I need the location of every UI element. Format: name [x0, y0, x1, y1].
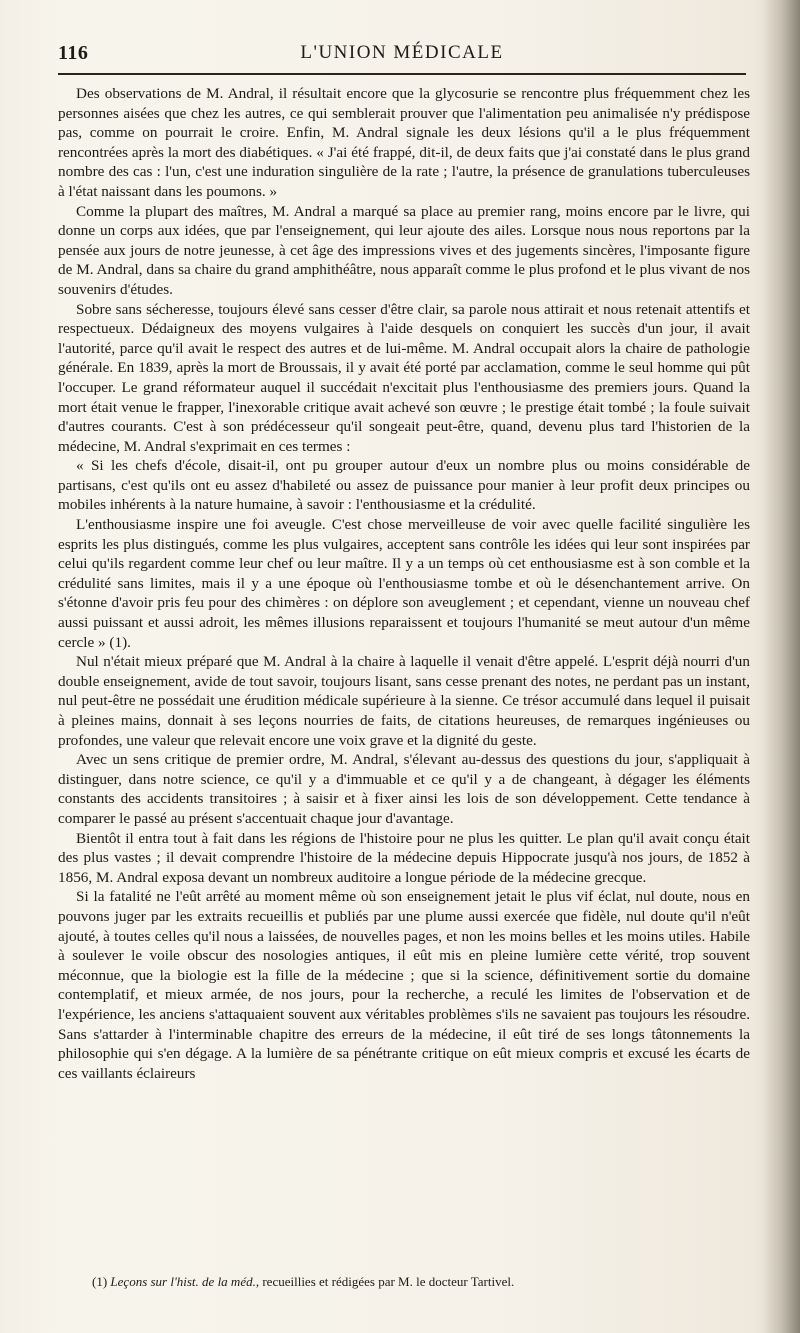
running-title: L'UNION MÉDICALE: [300, 42, 504, 63]
footnote: [58, 1273, 750, 1290]
header-rule: [58, 73, 746, 75]
paragraph: Nul n'était mieux préparé que M. Andral à la chaire à laquelle il venait d'être appelé. L'esprit déjà nourri d'un double enseignement, avide de tout savoir, toujours lisant, sans cesse prenant des notes, ne perdant pas un instant, nul peut-être ne possédait une érudition médicale supérieure à la sienne. Ce trésor accumulé dans lequel il puisait à pleines mains, donnait à ses leçons nourries de faits, de citations heureuses, de remarques ingénieuses ou profondes, une valeur que relevait encore une voix grave et la dignité du geste.: [58, 653, 750, 749]
page-number: 116: [58, 42, 89, 64]
quote-paragraph: L'enthousiasme inspire une foi aveugle. C'est chose merveilleuse de voir avec quelle facilité singulière les esprits les plus distingués, comme les plus vulgaires, acceptent sans contrôle les idées qui leur sont inspirées par celui qu'ils regardent comme leur chef ou leur maître. Il y a un temps où cet enthousiasme est à son comble et la crédulité sans limites, mais il y a une époque où l'enthousiasme tombe et où le désenchantement arrive. On s'étonne d'avoir pris feu pour des chimères : on déplore son aveuglement ; et cependant, vienne un nouveau chef aussi puissant et aussi adroit, les mêmes illusions reparaissent et toujours l'humanité se meut autour d'un même cercle » (1).: [58, 516, 750, 651]
footnote-text: , recueillies et rédigées par M. le docteur Tartivel.: [255, 1274, 515, 1289]
page-header: [58, 38, 746, 66]
paragraph: Si la fatalité ne l'eût arrêté au moment même où son enseignement jetait le plus vif éclat, nul doute, nous en pouvons juger par les extraits recueillis et publiés par une plume aussi exercée que fidèle, nul doute qu'il n'eût ajouté, à toutes celles qu'il nous a laissées, de nouvelles pages, et non les moins belles et les moins utiles. Habile à soulever le voile obscur des nosologies antiques, il eût mis en pleine lumière cette vérité, trop souvent méconnue, que la biologie est la fille de la médecine ; que si la science, définitivement sortie du domaine contemplatif, et mieux armée, de nos jours, pour la recherche, a reculé les limites de l'observation et de l'expérience, les anciens s'attaquaient souvent aux véritables problèmes s'ils ne savaient pas toujours les résoudre. Sans s'attarder à l'interminable chapitre des erreurs de la médecine, il eût tiré de ses longs tâtonnements la philosophie qui s'en dégage. A la lumière de sa pénétrante critique on eût mieux compris et excusé les écarts de ces vaillants éclaireurs: [58, 888, 750, 1082]
footnote-marker: (1): [92, 1274, 108, 1289]
paragraph: Bientôt il entra tout à fait dans les régions de l'histoire pour ne plus les quitter. Le plan qu'il avait conçu était des plus vastes ; il devait comprendre l'histoire de la médecine depuis Hippocrate jusqu'à nos jours, de 1852 à 1856, M. Andral exposa devant un nombreux auditoire a longue période de la médecine grecque.: [58, 829, 750, 886]
paragraph: Avec un sens critique de premier ordre, M. Andral, s'élevant au-dessus des questions du jour, s'appliquait à distinguer, dans notre science, ce qu'il y a d'immuable et ce qu'il y a de changeant, à dégager les éléments constants des accidents transitoires ; à saisir et à fixer ainsi les lois de son développement. Cette tendance à comparer le passé au présent s'accentuait chaque jour d'avantage.: [58, 751, 750, 827]
quote-paragraph: « Si les chefs d'école, disait-il, ont pu grouper autour d'eux un nombre plus ou moins considérable de partisans, c'est qu'ils ont eu assez d'habileté ou assez de puissance pour manier à leur profit deux principes ou mobiles inhérents à la nature humaine, à savoir : l'enthousiasme et la crédulité.: [58, 457, 750, 514]
book-spine-shadow: [762, 0, 800, 1333]
paragraph: Des observations de M. Andral, il résultait encore que la glycosurie se rencontre plus fréquemment chez les personnes aisées que chez les autres, ce qui semblerait prouver que l'alimentation peu animalisée n'y prédispose pas, comme on pourrait le croire. Enfin, M. Andral signale les deux lésions qu'il a le plus fréquemment rencontrées après la mort des diabétiques. « J'ai été frappé, dit-il, de deux faits que j'ai constaté dans le plus grand nombre des cas : l'un, c'est une induration singulière de la rate ; l'autre, la présence de granulations tuberculeuses à l'état naissant dans les poumons. »: [58, 85, 750, 200]
body-text: [58, 84, 750, 1083]
paragraph: Comme la plupart des maîtres, M. Andral a marqué sa place au premier rang, moins encore par le livre, qui donne un corps aux idées, que par l'enseignement, qui leur ajoute des ailes. Lorsque nous nous reportons par la pensée aux jours de notre jeunesse, à cet âge des impressions vives et des jugements sincères, l'imposante figure de M. Andral, dans sa chaire du grand amphithéâtre, nous apparaît comme le plus profond et le plus vivant de nos souvenirs d'études.: [58, 202, 750, 298]
paragraph: Sobre sans sécheresse, toujours élevé sans cesser d'être clair, sa parole nous attirait et nous retenait attentifs et respectueux. Dédaigneux des moyens vulgaires à l'aide desquels on conquiert les succès d'un jour, il avait l'autorité, parce qu'il avait le respect des autres et de lui-même. M. Andral occupait alors la chaire de pathologie générale. En 1839, après la mort de Broussais, il y avait été porté par acclamation, comme le seul homme qui pût l'occuper. Le grand réformateur auquel il succédait n'excitait plus l'enthousiasme des premiers jours. Quand la mort était venue le frapper, l'inexorable critique avait achevé son œuvre ; le prestige était tombé ; la foule suivait d'autres courants. C'est à son prédécesseur qu'il songeait peut-être, quand, devenu plus tard l'historien de la médecine, M. Andral s'exprimait en ces termes :: [58, 300, 750, 455]
footnote-title: Leçons sur l'hist. de la méd.: [110, 1274, 256, 1289]
